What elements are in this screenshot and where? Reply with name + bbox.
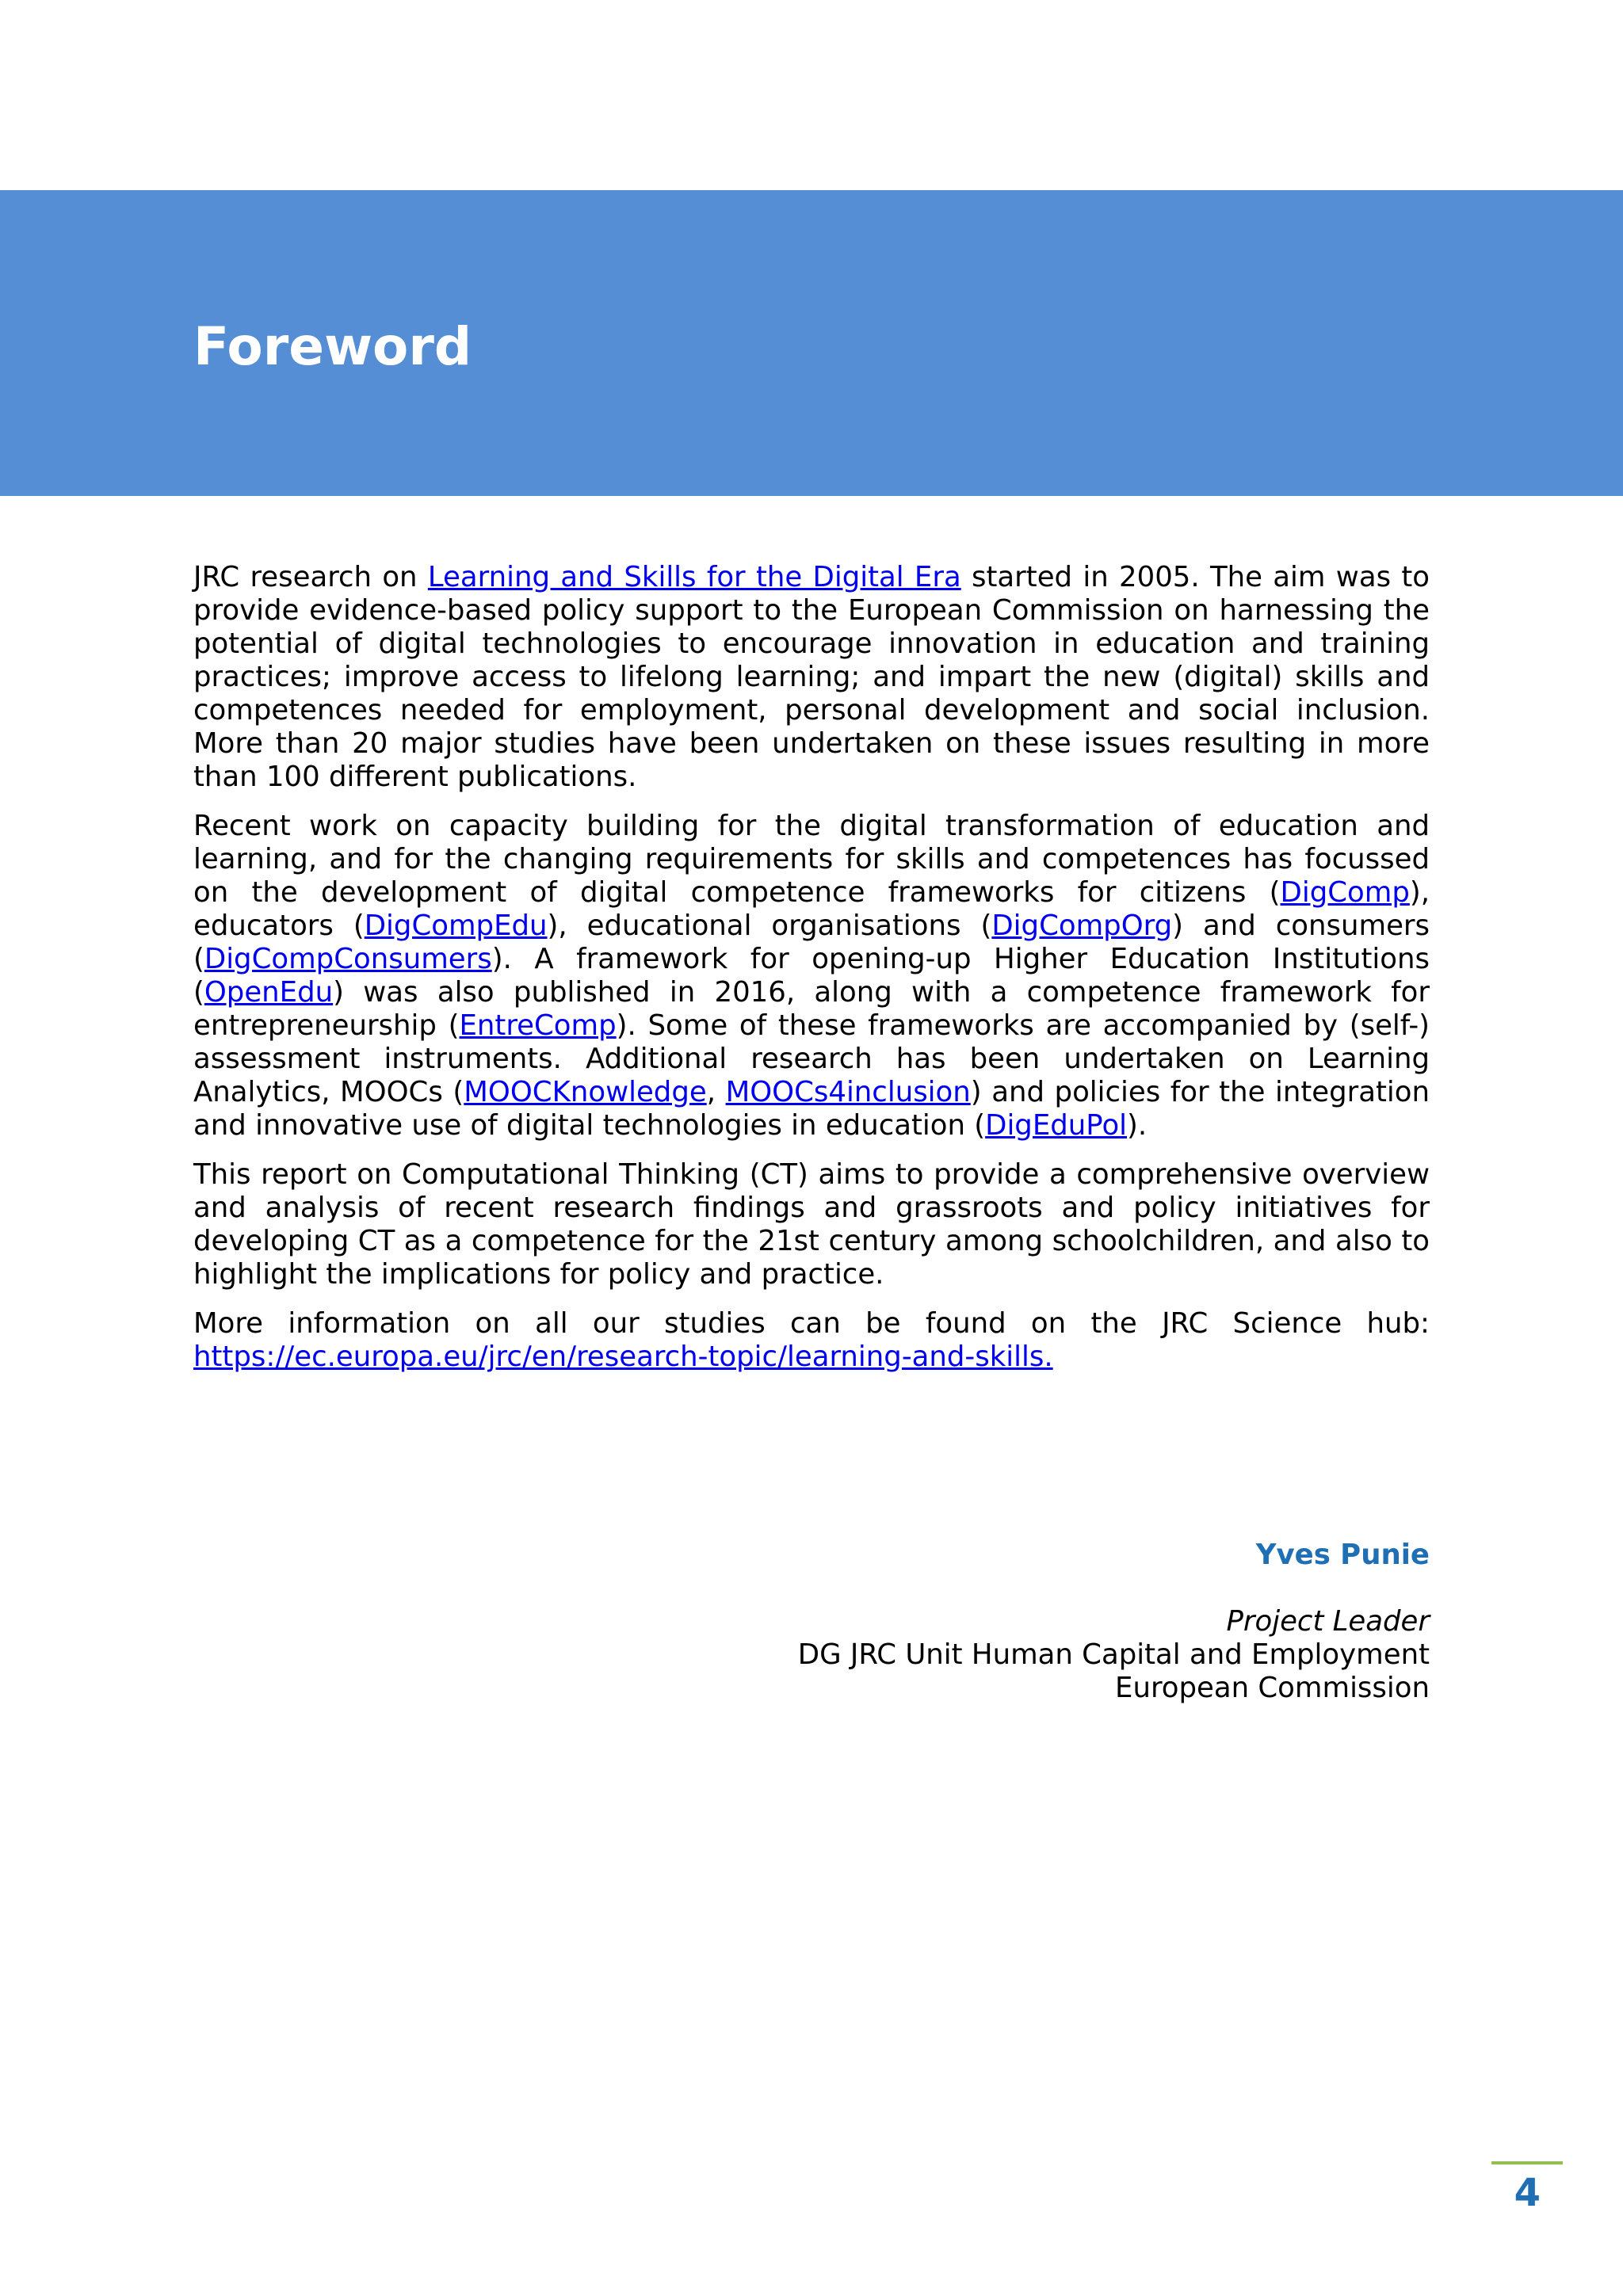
link-digcompedu[interactable]: DigCompEdu <box>364 910 548 942</box>
link-digcompconsumers[interactable]: DigCompConsumers <box>204 943 492 975</box>
signature-name: Yves Punie <box>1255 1539 1430 1571</box>
paragraph-report-aim: This report on Computational Thinking (CT) aims to provide a comprehensive overview and analysis of recent research findings and grassroots and policy initiatives for developing CT as a competence for the 21st century among schoolchildren, and also to highlight the implications for policy and practice. <box>193 1158 1430 1291</box>
link-digcomporg[interactable]: DigCompOrg <box>991 910 1173 942</box>
link-openedu[interactable]: OpenEdu <box>204 976 334 1009</box>
paragraph-text: ) and policies for the integration and innovative use of digital technologies in education ( <box>193 1076 1430 1142</box>
link-digedupol[interactable]: DigEduPol <box>985 1109 1128 1142</box>
paragraph-text: ), educators ( <box>193 876 1430 942</box>
paragraph-text: ) and consumers ( <box>193 910 1430 975</box>
link-learning-and-skills[interactable]: Learning and Skills for the Digital Era <box>427 561 961 593</box>
page-number: 4 <box>1514 2171 1541 2215</box>
paragraph-text: ). <box>1127 1109 1148 1142</box>
paragraph-text: ) was also published in 2016, along with a competence framework for entrepreneurship ( <box>193 976 1430 1042</box>
signature-block <box>798 1539 1430 1705</box>
paragraph-text: ). Some of these frameworks are accompanied by (self-) assessment instruments. Additional research has been undertaken on Learning Analytics, MOOCs ( <box>193 1009 1430 1108</box>
paragraph-text: Recent work on capacity building for the digital transformation of education and learning, and for the changing requirements for skills and competences has focussed on the development of digital competence frameworks for citizens ( <box>193 810 1430 909</box>
paragraph-intro-text-1: JRC research on <box>193 561 428 593</box>
link-moocs4inclusion[interactable]: MOOCs4inclusion <box>725 1076 971 1108</box>
paragraph-text: ). A framework for opening-up Higher Education Institutions ( <box>193 943 1430 1009</box>
link-jrc-science-hub[interactable]: https://ec.europa.eu/jrc/en/research-topic/learning-and-skills. <box>193 1341 1053 1373</box>
link-digcomp[interactable]: DigComp <box>1280 876 1410 909</box>
paragraph-more-info-text: More information on all our studies can be found on the JRC Science hub: <box>193 1307 1430 1340</box>
title-banner <box>0 190 1623 496</box>
link-moocknowledge[interactable]: MOOCKnowledge <box>464 1076 707 1108</box>
signature-organisation: European Commission <box>1115 1672 1430 1704</box>
signature-role: Project Leader <box>1226 1605 1430 1638</box>
paragraph-text: , <box>706 1076 726 1108</box>
paragraph-intro <box>193 561 1430 794</box>
page-number-divider <box>1491 2161 1563 2164</box>
link-entrecomp[interactable]: EntreComp <box>459 1009 617 1042</box>
signature-unit: DG JRC Unit Human Capital and Employment <box>797 1638 1430 1671</box>
paragraph-recent-work <box>193 810 1430 1142</box>
page-title: Foreword <box>193 316 472 377</box>
paragraph-text: ), educational organisations ( <box>547 910 992 942</box>
paragraph-more-info <box>193 1307 1430 1374</box>
foreword-body <box>193 561 1430 1390</box>
paragraph-intro-text-2: started in 2005. The aim was to provide evidence-based policy support to the European Commission on harnessing the potential of digital technologies to encourage innovation in education and training practices; improve access to lifelong learning; and impart the new (digital) skills and competences needed for employment, personal development and social inclusion. More than 20 major studies have been undertaken on these issues resulting in more than 100 different publications. <box>193 561 1430 793</box>
